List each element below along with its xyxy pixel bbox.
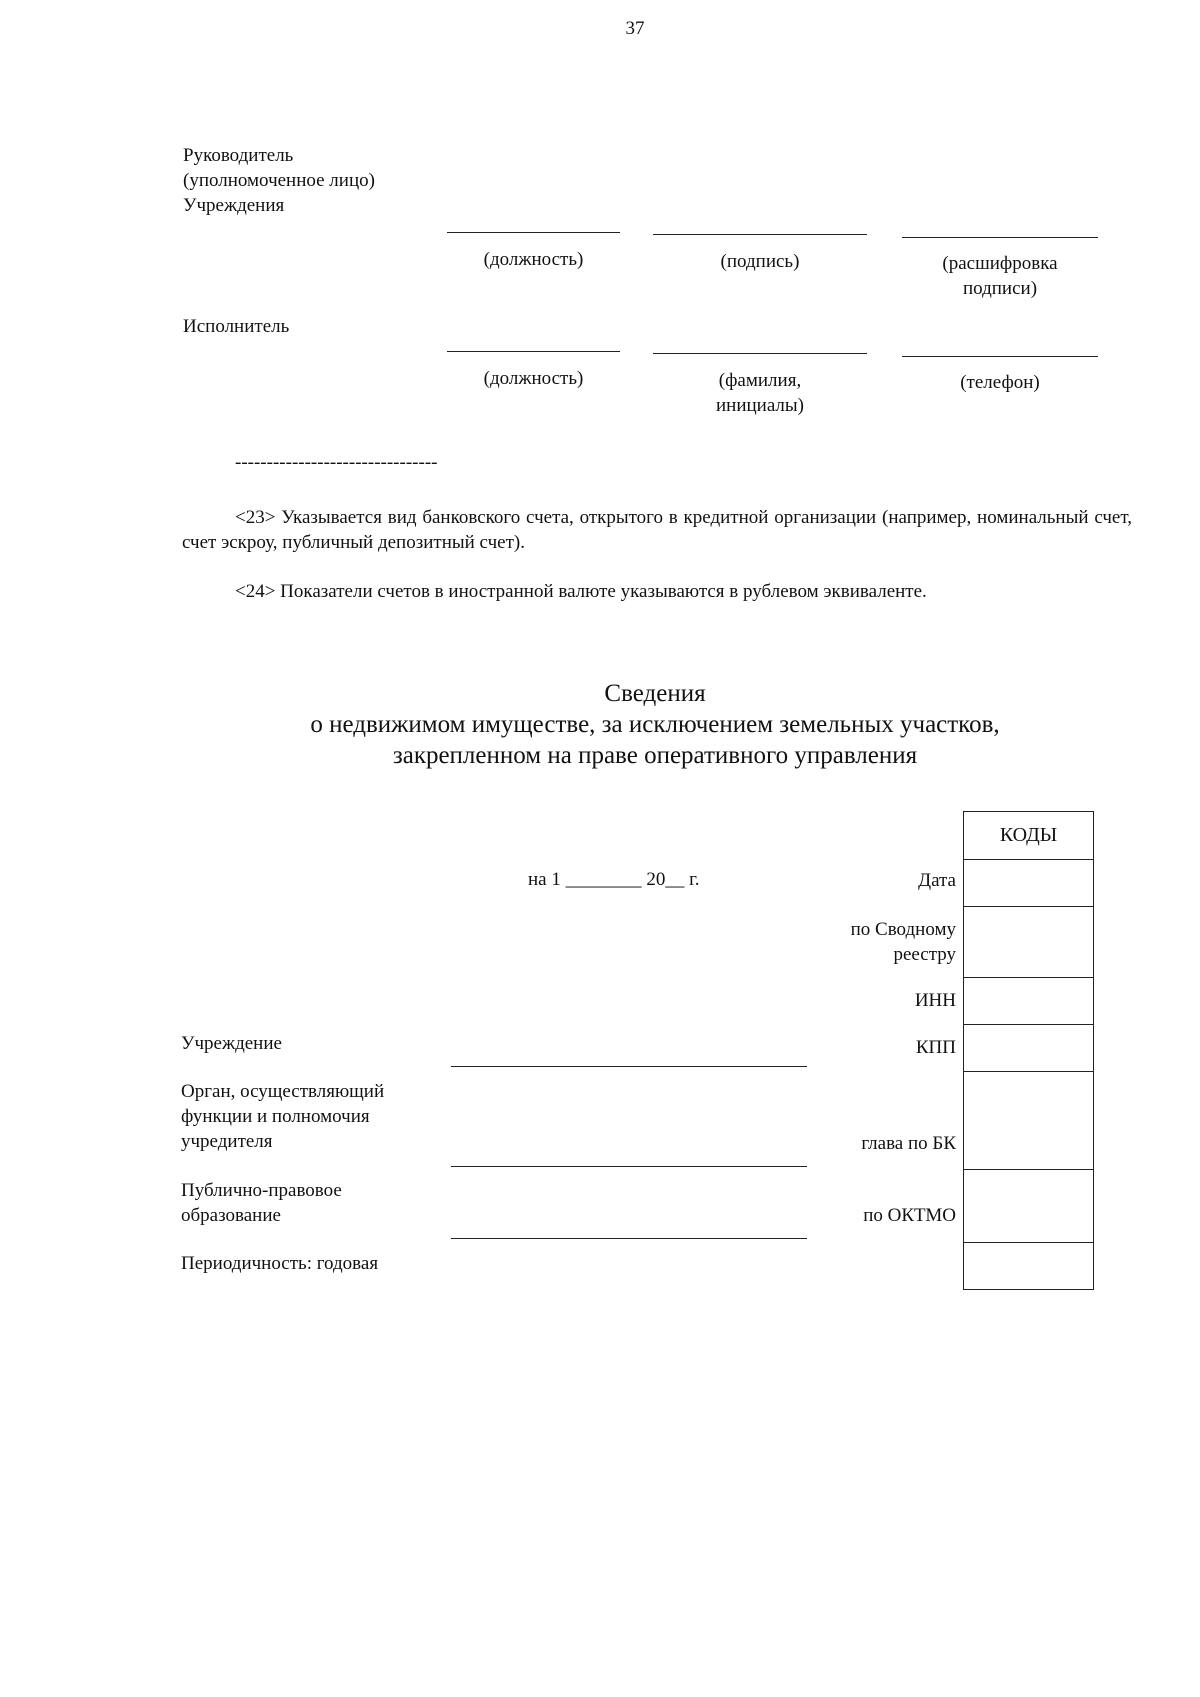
executor-name-caption-line-1: (фамилия, xyxy=(718,370,802,391)
date-year[interactable]: 20__ xyxy=(646,869,685,890)
field-label-public-entity-line-2: образование xyxy=(181,1205,281,1226)
code-label-oktmo: по ОКТМО xyxy=(863,1205,956,1226)
date-suffix: г. xyxy=(689,869,700,890)
field-label-public-entity xyxy=(181,1178,342,1228)
code-cell-oktmo[interactable] xyxy=(964,1169,1093,1242)
codes-header: КОДЫ xyxy=(999,824,1058,846)
head-position-line[interactable] xyxy=(447,232,620,233)
executor-name-caption xyxy=(653,368,867,418)
head-signature-line[interactable] xyxy=(653,234,867,235)
institution-line[interactable] xyxy=(451,1066,807,1067)
head-decoding-caption-line-1: (расшифровка xyxy=(942,253,1058,274)
code-label-registry-line-2: реестру xyxy=(893,944,956,965)
date-day-month-blank[interactable]: ________ xyxy=(565,869,642,890)
head-position-caption: (должность) xyxy=(483,249,584,270)
code-label-kpp: КПП xyxy=(915,1037,956,1058)
page-number: 37 xyxy=(625,18,645,39)
code-label-date: Дата xyxy=(918,870,956,891)
head-label-line-1: Руководитель xyxy=(183,145,294,166)
head-decoding-caption xyxy=(902,251,1098,301)
footnote-24: <24> Показатели счетов в иностранной валюте указываются в рублевом эквиваленте. xyxy=(235,581,927,602)
head-label-line-2: (уполномоченное лицо) xyxy=(183,170,375,191)
executor-position-line[interactable] xyxy=(447,351,620,352)
date-prefix: на 1 xyxy=(528,869,561,890)
head-decoding-caption-line-2: подписи) xyxy=(962,278,1038,299)
head-signature-caption: (подпись) xyxy=(720,251,800,272)
head-label xyxy=(183,143,375,218)
executor-name-caption-line-2: инициалы) xyxy=(715,395,804,416)
field-label-public-entity-line-1: Публично-правовое xyxy=(181,1180,342,1201)
executor-phone-caption: (телефон) xyxy=(960,372,1040,393)
section-title-line-2: о недвижимом имуществе, за исключением земельных участков, xyxy=(310,711,1000,738)
field-label-institution: Учреждение xyxy=(181,1033,282,1054)
code-label-bk: глава по БК xyxy=(861,1133,956,1154)
field-label-founder-line-3: учредителя xyxy=(181,1131,273,1152)
executor-position-caption: (должность) xyxy=(483,368,584,389)
report-date-line xyxy=(528,867,700,892)
executor-label: Исполнитель xyxy=(183,316,290,337)
code-label-registry xyxy=(851,917,956,967)
field-label-founder-line-1: Орган, осуществляющий xyxy=(181,1081,385,1102)
code-label-registry-line-1: по Сводному xyxy=(850,919,956,940)
code-cell-date[interactable] xyxy=(964,859,1093,906)
field-label-founder xyxy=(181,1079,384,1154)
head-decoding-line[interactable] xyxy=(902,237,1098,238)
executor-phone-line[interactable] xyxy=(902,356,1098,357)
code-cell-bk[interactable] xyxy=(964,1071,1093,1169)
field-label-founder-line-2: функции и полномочия xyxy=(181,1106,370,1127)
code-cell-periodicity[interactable] xyxy=(964,1242,1093,1289)
executor-name-line[interactable] xyxy=(653,353,867,354)
public-entity-line[interactable] xyxy=(451,1238,807,1239)
section-title xyxy=(0,678,1200,771)
field-label-periodicity: Периодичность: годовая xyxy=(181,1253,379,1274)
code-cell-registry[interactable] xyxy=(964,906,1093,977)
codes-table xyxy=(963,811,1094,1290)
footnote-separator: -------------------------------- xyxy=(235,452,438,473)
head-label-line-3: Учреждения xyxy=(183,195,285,216)
founder-line[interactable] xyxy=(451,1166,807,1167)
code-cell-inn[interactable] xyxy=(964,977,1093,1024)
section-title-line-1: Сведения xyxy=(604,680,706,707)
section-title-line-3: закрепленном на праве оперативного управления xyxy=(392,742,918,769)
code-label-inn: ИНН xyxy=(914,990,956,1011)
code-cell-kpp[interactable] xyxy=(964,1024,1093,1071)
footnote-23: <23> Указывается вид банковского счета, открытого в кредитной организации (например, номинальный счет, счет эскроу, публичный депозитный счет). xyxy=(182,507,1132,553)
